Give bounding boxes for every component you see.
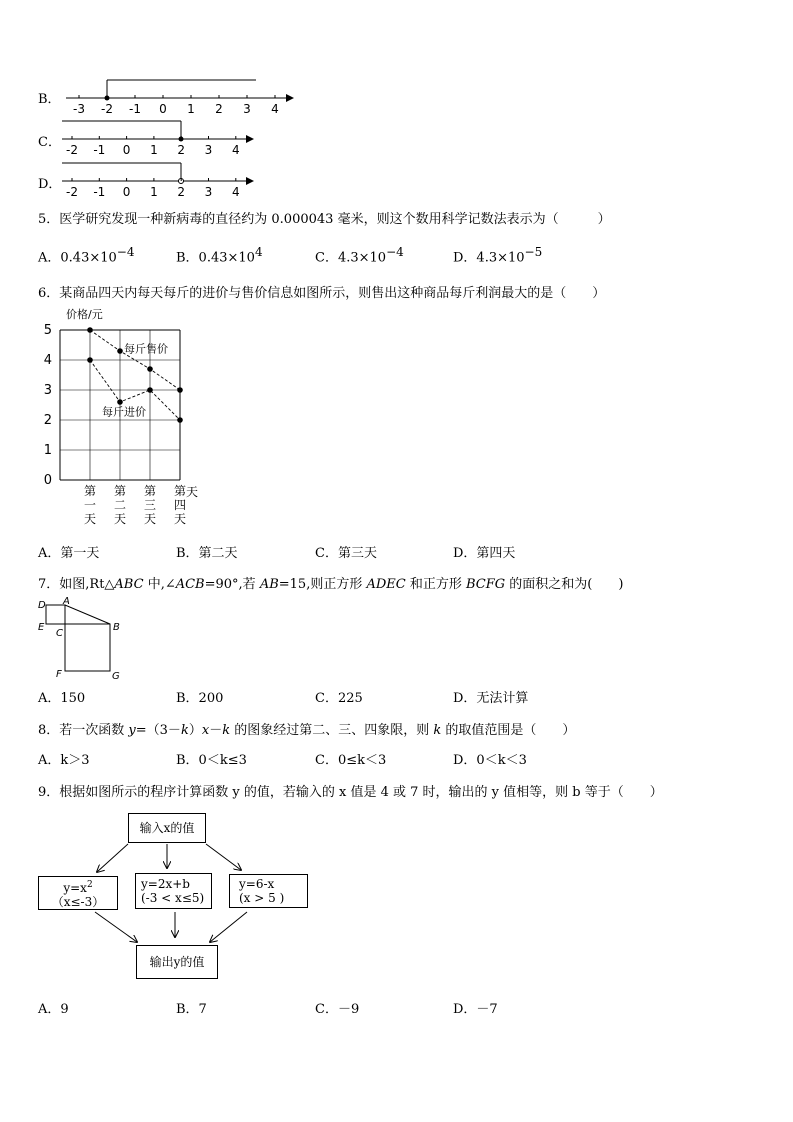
q8-option-d: D．0＜k＜3 xyxy=(453,753,527,768)
label-f: F xyxy=(56,669,62,680)
q6-price-chart xyxy=(40,305,220,530)
tick-label: -2 xyxy=(66,185,78,199)
x-tick-label: 第 xyxy=(173,484,187,498)
q7-squares-figure xyxy=(36,596,131,682)
formula: y=2x+b xyxy=(141,877,190,891)
stem-text: 的面积之和为( ) xyxy=(505,577,624,592)
stem-text: 和正方形 xyxy=(405,577,466,592)
condition: (-3 < x≤5) xyxy=(141,891,205,905)
option-label: D． xyxy=(38,177,62,192)
q6-option-d: D．第四天 xyxy=(453,546,516,561)
branch-middle-box xyxy=(135,873,212,909)
tick-label: 3 xyxy=(243,102,251,116)
stem-var: BCFG xyxy=(465,577,506,592)
tick-label: 0 xyxy=(122,143,131,157)
label-c: C xyxy=(56,628,63,639)
q8-option-b: B．0＜k≤3 xyxy=(176,753,247,768)
data-point xyxy=(87,357,93,363)
q9-option-a: A．9 xyxy=(38,1002,69,1017)
data-point xyxy=(87,327,93,333)
series-label-buy: 每斤进价 xyxy=(102,405,146,419)
tick-label: -3 xyxy=(73,102,85,116)
option-label: C． xyxy=(38,135,61,150)
tick-label: 1 xyxy=(150,185,158,199)
q5-option-c xyxy=(315,245,404,265)
y-axis-label: 价格/元 xyxy=(66,308,103,321)
stem-var: AB xyxy=(259,577,279,592)
option-text: D．4.3×10 xyxy=(453,250,525,266)
y-tick-label: 4 xyxy=(43,353,52,368)
data-point xyxy=(177,387,183,393)
tick-label: 0 xyxy=(122,185,131,199)
input-box: 输入x的值 xyxy=(128,813,206,843)
data-point xyxy=(117,399,123,405)
stem-text: 中, xyxy=(143,577,165,592)
exponent: −4 xyxy=(116,245,135,259)
q8-stem xyxy=(38,719,575,738)
q7-option-d: D．无法计算 xyxy=(453,691,529,706)
option-text: A．0.43×10 xyxy=(38,250,117,266)
q9-option-c: C．－9 xyxy=(315,1002,360,1017)
stem-text: =90°,若 xyxy=(204,577,260,592)
tick-label: -2 xyxy=(101,102,113,116)
label-a: A xyxy=(63,596,70,607)
tick-label: -2 xyxy=(66,143,78,157)
tick-label: -1 xyxy=(129,102,141,116)
tick-label: 2 xyxy=(215,102,223,116)
q8-option-c: C．0≤k＜3 xyxy=(315,753,387,768)
x-tick-label: 天 xyxy=(113,512,127,526)
data-point xyxy=(177,417,183,423)
series-label-sell: 每斤售价 xyxy=(124,342,168,356)
x-tick-label: 三 xyxy=(143,498,157,512)
stem-text: 的取值范围是（ ） xyxy=(441,723,576,738)
x-axis-unit: 天 xyxy=(186,485,199,499)
x-tick-label: 天 xyxy=(143,512,157,526)
q7-option-b: B．200 xyxy=(176,691,224,706)
number-line-b xyxy=(60,74,300,120)
x-tick-label: 第 xyxy=(83,484,97,498)
q5-option-a xyxy=(38,245,134,265)
q6-option-b: B．第二天 xyxy=(176,546,238,561)
stem-var: x xyxy=(201,723,210,738)
exponent: −4 xyxy=(386,245,404,259)
option-text: B．0.43×10 xyxy=(176,250,255,266)
formula: y=6-x xyxy=(239,877,275,891)
label-g: G xyxy=(112,671,120,682)
x-tick-label: 第 xyxy=(113,484,127,498)
x-tick-label: 四 xyxy=(173,498,187,512)
q8-option-a: A．k＞3 xyxy=(38,753,90,768)
x-tick-label: 第 xyxy=(143,484,157,498)
tick-label: 0 xyxy=(159,102,167,116)
stem-var: k xyxy=(433,723,442,738)
tick-label: 3 xyxy=(204,143,213,157)
q6-option-c: C．第三天 xyxy=(315,546,377,561)
tick-label: 4 xyxy=(271,102,279,116)
stem-var: k xyxy=(222,723,231,738)
tick-label: 4 xyxy=(231,143,240,157)
branch-right-box xyxy=(229,874,308,908)
exponent: −5 xyxy=(524,245,543,259)
q5-option-b xyxy=(176,245,263,265)
stem-text: ） xyxy=(188,723,202,738)
x-tick-label: 天 xyxy=(83,512,97,526)
q5-stem: 5．医学研究发现一种新病毒的直径约为 0.000043 毫米，则这个数用科学记数法表示为（ ） xyxy=(38,212,611,227)
label-e: E xyxy=(38,622,45,633)
stem-text: － xyxy=(209,723,223,738)
exponent: 4 xyxy=(254,245,263,259)
label-d: D xyxy=(38,600,46,611)
x-tick-label: 天 xyxy=(173,512,187,526)
tick-label: 1 xyxy=(150,143,158,157)
y-tick-label: 5 xyxy=(43,323,52,338)
data-point xyxy=(147,387,153,393)
q9-option-b: B．7 xyxy=(176,1002,207,1017)
stem-var: y xyxy=(128,723,136,738)
option-label: B． xyxy=(38,92,61,107)
stem-text: =15,则正方形 xyxy=(278,577,367,592)
q7-stem xyxy=(38,573,623,592)
condition: （x≤-3） xyxy=(51,894,105,909)
data-point xyxy=(117,348,123,354)
number-line-c xyxy=(56,118,256,164)
exponent: 2 xyxy=(86,879,93,890)
stem-text: 8．若一次函数 xyxy=(38,723,129,738)
option-text: C．4.3×10 xyxy=(315,250,387,266)
q7-option-a: A．150 xyxy=(38,691,86,706)
tick-label: -1 xyxy=(93,143,106,157)
branch-left-box xyxy=(38,876,118,910)
stem-var: △ABC xyxy=(104,577,144,592)
q6-option-a: A．第一天 xyxy=(38,546,100,561)
number-line-d xyxy=(56,160,256,206)
tick-label: 4 xyxy=(231,185,240,199)
tick-label: 2 xyxy=(177,185,186,199)
stem-var: ∠ACB xyxy=(164,577,205,592)
tick-label: 2 xyxy=(177,143,186,157)
stem-var: ADEC xyxy=(366,577,406,592)
output-box: 输出y的值 xyxy=(136,945,218,979)
formula: y=x xyxy=(63,880,87,895)
q5-option-d xyxy=(453,245,542,265)
y-tick-label: 0 xyxy=(43,473,52,488)
x-tick-label: 一 xyxy=(83,498,97,512)
tick-label: -1 xyxy=(93,185,106,199)
y-tick-label: 1 xyxy=(43,443,52,458)
tick-label: 3 xyxy=(204,185,213,199)
y-tick-label: 3 xyxy=(43,383,52,398)
tick-label: 1 xyxy=(187,102,195,116)
data-point xyxy=(147,366,153,372)
q9-stem: 9．根据如图所示的程序计算函数 y 的值，若输入的 x 值是 4 或 7 时，输出的 y 值相等，则 b 等于（ ） xyxy=(38,785,663,800)
q6-stem: 6．某商品四天内每天每斤的进价与售价信息如图所示，则售出这种商品每斤利润最大的是（ ） xyxy=(38,286,606,301)
stem-text: =（3－ xyxy=(135,723,181,738)
stem-var: k xyxy=(180,723,189,738)
condition: (x > 5 ) xyxy=(239,891,285,905)
stem-text: 7．如图,Rt xyxy=(38,577,105,592)
label-b: B xyxy=(113,622,120,633)
q9-option-d: D．－7 xyxy=(453,1002,498,1017)
x-tick-label: 二 xyxy=(113,498,127,512)
y-tick-label: 2 xyxy=(43,413,52,428)
q7-option-c: C．225 xyxy=(315,691,363,706)
stem-text: 的图象经过第二、三、四象限，则 xyxy=(230,723,434,738)
